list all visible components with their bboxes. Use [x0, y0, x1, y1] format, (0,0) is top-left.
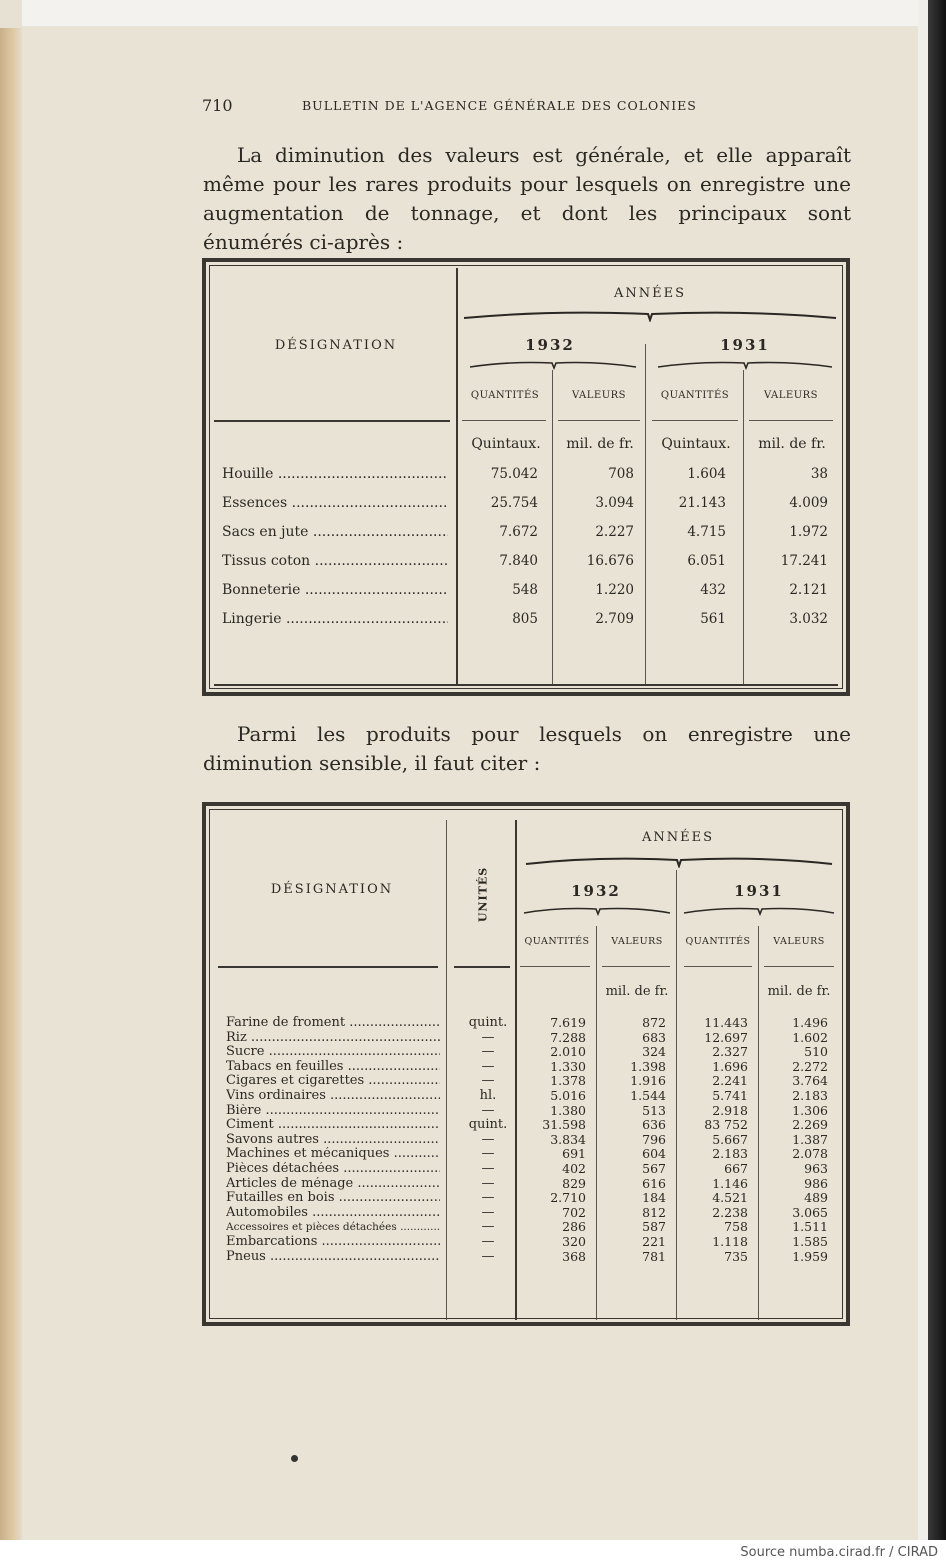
row-label: Pneus .....: [226, 1250, 440, 1264]
header-rule: [214, 420, 450, 422]
unit-quintaux-1932: Quintaux.: [471, 436, 541, 452]
row-label: Essences .....: [222, 495, 448, 511]
header-rule: [602, 966, 670, 967]
cell-value-1932: 1.220: [595, 582, 634, 598]
cell-quantity-1932: 702: [562, 1204, 586, 1220]
top-margin: [22, 0, 922, 26]
header-rule: [218, 966, 438, 968]
cell-quantity-1931: 5.741: [712, 1088, 748, 1103]
intro-paragraph: La diminution des valeurs est générale, et elle apparaît même pour les rares produits pour lesquels on enregistre une augmentation de tonnage, et dont les principaux sont énumérés ci-après :: [203, 143, 851, 254]
book-cover-edge: [928, 0, 946, 1540]
cell-value-1931: 1.306: [792, 1102, 828, 1118]
row-label: Houille .....: [222, 466, 448, 482]
cell-value-1932: 184: [642, 1190, 666, 1206]
cell-quantity-1931: 2.183: [712, 1146, 748, 1162]
row-unit: —: [481, 1234, 495, 1249]
header-rule: [462, 420, 546, 421]
row-label: Futailles en bois .....: [226, 1191, 440, 1205]
year-brace-1932: [522, 904, 672, 916]
cell-value-1931: 510: [804, 1044, 828, 1060]
cell-quantity-1932: 7.619: [550, 1015, 586, 1030]
cell-value-1931: 3.065: [792, 1204, 828, 1220]
cell-value-1931: 1.602: [792, 1029, 828, 1045]
year-brace-1932: [468, 358, 638, 370]
row-label: Tissus coton .....: [222, 553, 448, 569]
cell-value-1931: 17.241: [780, 553, 828, 569]
row-label: Vins ordinaires .....: [226, 1089, 440, 1103]
running-title: BULLETIN DE L'AGENCE GÉNÉRALE DES COLONIES: [302, 98, 697, 113]
second-paragraph: Parmi les produits pour lesquels on enregistre une diminution sensible, il faut citer :: [203, 722, 851, 775]
row-unit: —: [481, 1204, 495, 1220]
row-unit: quint.: [468, 1015, 508, 1030]
row-unit: hl.: [479, 1088, 497, 1103]
page-number: 710: [202, 96, 233, 115]
row-label: Automobiles .....: [226, 1206, 440, 1220]
row-label: Cigares et cigarettes .....: [226, 1074, 440, 1088]
unit-quintaux-1931: Quintaux.: [661, 436, 731, 452]
annees-header: ANNÉES: [641, 830, 715, 845]
row-label: Ciment .....: [226, 1118, 440, 1132]
cell-value-1931: 3.032: [789, 611, 828, 627]
row-unit: —: [481, 1175, 495, 1191]
header-rule: [558, 420, 640, 421]
year-1932: 1932: [571, 882, 621, 900]
cell-quantity-1931: 6.051: [687, 553, 726, 569]
cell-quantity-1931: 1.118: [712, 1234, 748, 1249]
col-quantites-1932: QUANTITÉS: [470, 390, 540, 401]
row-unit: —: [481, 1029, 495, 1045]
year-1932: 1932: [525, 336, 575, 354]
cell-quantity-1931: 1.146: [712, 1175, 748, 1191]
cell-quantity-1931: 2.241: [712, 1073, 748, 1089]
cell-value-1932: 604: [642, 1146, 666, 1162]
header-rule: [520, 966, 590, 967]
row-unit: —: [481, 1073, 495, 1089]
col-divider: [743, 370, 744, 684]
unit-milfr-1931: mil. de fr.: [758, 436, 826, 452]
cell-quantity-1931: 21.143: [678, 495, 726, 511]
header-rule: [652, 420, 738, 421]
col-divider: [645, 344, 646, 684]
designation-header: DÉSIGNATION: [274, 338, 398, 353]
cell-value-1932: 683: [642, 1029, 666, 1045]
cell-quantity-1931: 667: [724, 1161, 748, 1176]
header-rule: [454, 966, 510, 968]
cell-quantity-1932: 402: [562, 1161, 586, 1176]
table-decrease: [202, 802, 850, 1326]
cell-quantity-1931: 561: [700, 611, 726, 627]
cell-quantity-1931: 2.238: [712, 1204, 748, 1220]
right-margin: [918, 0, 928, 1540]
cell-quantity-1931: 5.667: [712, 1131, 748, 1147]
cell-quantity-1931: 12.697: [704, 1029, 748, 1045]
cell-quantity-1932: 286: [562, 1219, 586, 1235]
cell-quantity-1932: 320: [562, 1234, 586, 1249]
cell-quantity-1932: 5.016: [550, 1088, 586, 1103]
cell-value-1932: 567: [642, 1161, 666, 1176]
col-divider: [446, 820, 447, 1320]
row-label: Machines et mécaniques .....: [226, 1147, 440, 1161]
cell-quantity-1932: 829: [562, 1175, 586, 1191]
cell-quantity-1932: 75.042: [490, 466, 538, 482]
col-divider: [552, 370, 553, 684]
unit-milfr-1932: mil. de fr.: [566, 436, 634, 452]
cell-value-1932: 872: [642, 1015, 666, 1030]
year-1931: 1931: [720, 336, 770, 354]
cell-value-1932: 324: [642, 1044, 666, 1060]
cell-value-1931: 963: [804, 1161, 828, 1176]
row-unit: —: [481, 1248, 495, 1264]
year-brace-1931: [682, 904, 836, 916]
cell-quantity-1931: 11.443: [704, 1015, 748, 1030]
book-spine-edge: [0, 28, 22, 1540]
row-label: Pièces détachées .....: [226, 1162, 440, 1176]
cell-value-1931: 1.511: [792, 1219, 828, 1235]
cell-quantity-1932: 691: [562, 1146, 586, 1162]
row-label: Sucre .....: [226, 1045, 440, 1059]
header-rule: [749, 420, 833, 421]
cell-value-1932: 16.676: [586, 553, 634, 569]
year-brace-1931: [656, 358, 834, 370]
row-label: Accessoires et pièces détachées .....: [226, 1220, 440, 1234]
cell-value-1932: 812: [642, 1204, 666, 1220]
cell-quantity-1932: 7.840: [499, 553, 538, 569]
annees-header: ANNÉES: [613, 286, 687, 301]
cell-quantity-1932: 368: [562, 1248, 586, 1264]
row-unit: —: [481, 1044, 495, 1060]
cell-value-1931: 489: [804, 1190, 828, 1206]
cell-value-1932: 3.094: [595, 495, 634, 511]
cell-quantity-1931: 2.327: [712, 1044, 748, 1060]
cell-quantity-1932: 7.288: [550, 1029, 586, 1045]
cell-value-1931: 4.009: [789, 495, 828, 511]
cell-value-1932: 2.227: [595, 524, 634, 540]
cell-value-1931: 1.585: [792, 1234, 828, 1249]
col-valeurs-1932: VALEURS: [571, 390, 626, 401]
cell-value-1931: 1.972: [789, 524, 828, 540]
cell-quantity-1931: 432: [700, 582, 726, 598]
cell-value-1932: 2.709: [595, 611, 634, 627]
annees-brace: [524, 854, 834, 868]
cell-quantity-1932: 2.710: [550, 1190, 586, 1206]
cell-value-1931: 2.183: [792, 1088, 828, 1103]
year-1931: 1931: [734, 882, 784, 900]
row-label: Embarcations .....: [226, 1235, 440, 1249]
cell-quantity-1932: 1.380: [550, 1102, 586, 1118]
row-unit: —: [481, 1131, 495, 1147]
cell-quantity-1932: 2.010: [550, 1044, 586, 1060]
designation-header: DÉSIGNATION: [270, 882, 394, 897]
row-unit: —: [481, 1146, 495, 1162]
col-quantites-1931: QUANTITÉS: [685, 936, 751, 947]
cell-value-1932: 781: [642, 1248, 666, 1264]
ink-spot: [291, 1455, 298, 1462]
cell-quantity-1932: 7.672: [499, 524, 538, 540]
col-divider: [456, 268, 458, 684]
cell-quantity-1931: 758: [724, 1219, 748, 1235]
row-label: Savons autres .....: [226, 1133, 440, 1147]
header-rule: [684, 966, 752, 967]
row-label: Sacs en jute .....: [222, 524, 448, 540]
cell-quantity-1931: 1.604: [687, 466, 726, 482]
cell-value-1931: 1.496: [792, 1015, 828, 1030]
unites-header-cell: [468, 862, 498, 932]
row-unit: —: [481, 1102, 495, 1118]
cell-value-1932: 587: [642, 1219, 666, 1235]
cell-quantity-1932: 548: [512, 582, 538, 598]
cell-quantity-1931: 4.521: [712, 1190, 748, 1206]
row-unit: —: [481, 1190, 495, 1206]
footer-rule: [214, 684, 838, 686]
col-divider: [596, 926, 597, 1320]
row-label: Articles de ménage .....: [226, 1177, 440, 1191]
cell-value-1932: 616: [642, 1175, 666, 1191]
col-quantites-1931: QUANTITÉS: [660, 390, 730, 401]
page-header: [202, 96, 762, 118]
row-label: Bière .....: [226, 1104, 440, 1118]
cell-value-1932: 796: [642, 1131, 666, 1147]
row-label: Bonneterie .....: [222, 582, 448, 598]
header-rule: [764, 966, 834, 967]
cell-quantity-1932: 25.754: [490, 495, 538, 511]
col-valeurs-1932: VALEURS: [611, 936, 663, 947]
cell-value-1931: 2.272: [792, 1058, 828, 1074]
annees-brace: [462, 308, 838, 322]
cell-value-1931: 3.764: [792, 1073, 828, 1089]
cell-value-1931: 986: [804, 1175, 828, 1191]
unit-milfr-1931: mil. de fr.: [767, 984, 831, 999]
row-unit: —: [481, 1058, 495, 1074]
col-divider: [758, 926, 759, 1320]
cell-quantity-1931: 1.696: [712, 1058, 748, 1074]
cell-quantity-1932: 3.834: [550, 1131, 586, 1147]
cell-quantity-1931: 2.918: [712, 1102, 748, 1118]
table-increase: [202, 258, 850, 696]
col-valeurs-1931: VALEURS: [763, 390, 818, 401]
cell-quantity-1931: 4.715: [687, 524, 726, 540]
cell-quantity-1932: 31.598: [542, 1117, 586, 1133]
row-unit: —: [481, 1219, 495, 1235]
row-label: Riz .....: [226, 1031, 440, 1045]
cell-value-1932: 221: [642, 1234, 666, 1249]
cell-value-1931: 38: [810, 466, 828, 482]
cell-value-1931: 1.959: [792, 1248, 828, 1264]
col-quantites-1932: QUANTITÉS: [524, 936, 590, 947]
col-divider: [515, 820, 517, 1320]
cell-value-1931: 2.078: [792, 1146, 828, 1162]
row-label: Lingerie .....: [222, 611, 448, 627]
col-divider: [676, 870, 677, 1320]
unit-milfr-1932: mil. de fr.: [605, 984, 669, 999]
row-label: Tabacs en feuilles .....: [226, 1060, 440, 1074]
cell-value-1932: 1.916: [630, 1073, 666, 1089]
cell-value-1931: 2.121: [789, 582, 828, 598]
row-label: Farine de froment .....: [226, 1016, 440, 1030]
source-credit: Source numba.cirad.fr / CIRAD: [740, 1545, 938, 1560]
row-unit: —: [481, 1161, 495, 1176]
cell-quantity-1931: 83 752: [704, 1117, 748, 1133]
unites-header: UNITÉS: [476, 866, 490, 923]
cell-quantity-1932: 1.378: [550, 1073, 586, 1089]
cell-value-1932: 636: [642, 1117, 666, 1133]
cell-value-1932: 1.544: [630, 1088, 666, 1103]
row-unit: quint.: [468, 1117, 508, 1133]
cell-value-1932: 513: [642, 1102, 666, 1118]
cell-value-1932: 1.398: [630, 1058, 666, 1074]
cell-value-1932: 708: [608, 466, 634, 482]
col-valeurs-1931: VALEURS: [773, 936, 825, 947]
cell-quantity-1932: 805: [512, 611, 538, 627]
cell-value-1931: 2.269: [792, 1117, 828, 1133]
cell-quantity-1931: 735: [724, 1248, 748, 1264]
cell-value-1931: 1.387: [792, 1131, 828, 1147]
cell-quantity-1932: 1.330: [550, 1058, 586, 1074]
